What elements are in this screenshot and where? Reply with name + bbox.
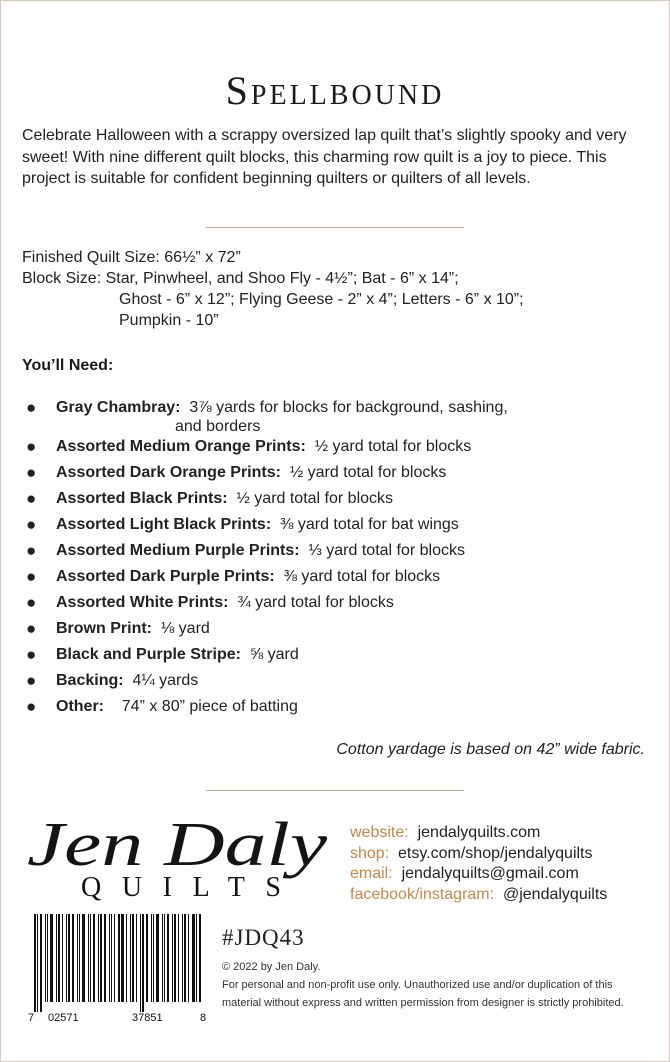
material-detail: ⅝ yard <box>249 646 299 663</box>
barcode-bar <box>146 914 148 1002</box>
barcode-bar <box>162 914 163 1002</box>
barcode-bar <box>77 914 78 1002</box>
pattern-sku: #JDQ43 <box>222 925 305 950</box>
barcode-bar <box>82 914 85 1002</box>
jen-daly-quilts-logo <box>21 801 341 911</box>
barcode-bar <box>172 914 173 1002</box>
bullet-icon: ● <box>26 541 37 560</box>
intro-paragraph: Celebrate Halloween with a scrappy oversized lap quilt that’s slightly spooky and very sweet! With nine different quilt blocks, this charming row quilt is a joy to piece. This project is suitable for confident beginning quilters or quilters of all levels. <box>22 127 627 187</box>
material-detail: 4¼ yards <box>132 672 199 689</box>
block-size-line-2: Ghost - 6” x 12”; Flying Geese - 2” x 4”; Letters - 6” x 10”; <box>119 291 524 308</box>
email-link[interactable]: jendalyquilts@gmail.com <box>401 865 579 882</box>
barcode-bar <box>151 914 152 1002</box>
bullet-icon: ● <box>26 515 37 534</box>
list-item <box>22 618 652 644</box>
barcode-bar <box>72 914 74 1002</box>
barcode-bar <box>88 914 89 1002</box>
material-detail: ½ yard total for blocks <box>314 438 472 455</box>
barcode-bar <box>121 914 124 1002</box>
barcode-bar <box>98 914 99 1002</box>
logo-script-text: Jen Daly <box>27 811 328 879</box>
barcode-bar <box>174 914 176 1002</box>
barcode-bars <box>34 914 210 1012</box>
barcode-bar <box>164 914 165 1002</box>
contact-label: shop: <box>350 844 390 862</box>
barcode-bar <box>140 914 141 1012</box>
barcode-bar <box>40 914 42 1012</box>
material-detail-cont: and borders <box>175 418 261 435</box>
barcode-bar <box>37 914 38 1012</box>
website-link[interactable]: jendalyquilts.com <box>417 824 541 841</box>
barcode-bar <box>62 914 63 1002</box>
list-item <box>22 514 652 540</box>
list-item <box>22 566 652 592</box>
barcode-bar <box>79 914 80 1002</box>
contact-block <box>350 823 607 905</box>
material-detail: ⅜ yard total for bat wings <box>280 516 459 533</box>
material-name: Assorted Medium Orange Prints: <box>56 438 306 455</box>
material-detail: ¾ yard total for blocks <box>237 594 394 611</box>
barcode-bar <box>45 914 46 1002</box>
material-name: Other: <box>56 698 104 715</box>
bullet-icon: ● <box>26 567 37 586</box>
barcode-bar <box>126 914 127 1002</box>
material-name: Assorted Black Prints: <box>56 490 228 507</box>
bullet-icon: ● <box>26 645 37 664</box>
pattern-title: Spellbound <box>225 68 445 113</box>
material-name: Backing: <box>56 672 124 689</box>
barcode-bar <box>118 914 120 1002</box>
contact-label: email: <box>350 865 393 882</box>
barcode-bar <box>66 914 67 1002</box>
list-item <box>22 670 652 696</box>
material-name: Assorted White Prints: <box>56 594 229 611</box>
barcode-bar <box>34 914 36 1012</box>
list-item <box>22 592 652 618</box>
shop-link[interactable]: etsy.com/shop/jendalyquilts <box>398 844 593 862</box>
bullet-icon: ● <box>26 489 37 508</box>
contact-label: facebook/instagram: <box>350 885 495 903</box>
materials-list <box>22 398 652 722</box>
barcode-bar <box>156 914 159 1002</box>
barcode-bar <box>109 914 110 1002</box>
list-item <box>22 696 652 722</box>
block-size-line-1: Block Size: Star, Pinwheel, and Shoo Fly - 4½”; Bat - 6” x 14”; <box>22 270 459 287</box>
block-size-line-3: Pumpkin - 10” <box>119 312 219 329</box>
barcode-digit-1: 7 <box>28 1012 35 1024</box>
material-detail: ½ yard total for blocks <box>289 464 447 481</box>
barcode-bar <box>199 914 201 1002</box>
barcode-bar <box>136 914 137 1002</box>
quilt-specs <box>22 247 524 331</box>
material-detail: 74” x 80” piece of batting <box>112 698 298 715</box>
barcode-bar <box>182 914 183 1002</box>
material-detail: ⅛ yard <box>160 620 210 637</box>
material-name: Gray Chambray: <box>56 399 181 416</box>
list-item <box>22 462 652 488</box>
barcode-bar <box>130 914 131 1002</box>
barcode-bar <box>178 914 179 1002</box>
needs-heading: You’ll Need: <box>22 357 114 374</box>
barcode-bar <box>47 914 48 1002</box>
list-item <box>22 488 652 514</box>
bullet-icon: ● <box>26 398 37 417</box>
barcode-bar <box>56 914 57 1002</box>
bullet-icon: ● <box>26 697 37 716</box>
bullet-icon: ● <box>26 619 37 638</box>
barcode-bar <box>153 914 154 1002</box>
copyright: © 2022 by Jen Daly. <box>222 961 321 973</box>
contact-website <box>350 823 607 844</box>
material-name: Black and Purple Stripe: <box>56 646 241 663</box>
material-name: Assorted Light Black Prints: <box>56 516 272 533</box>
barcode-bar <box>167 914 169 1002</box>
bullet-icon: ● <box>26 671 37 690</box>
bullet-icon: ● <box>26 593 37 612</box>
barcode-digit-3: 37851 <box>132 1012 163 1024</box>
barcode <box>28 914 210 1024</box>
barcode-digit-4: 8 <box>200 1012 207 1024</box>
bullet-icon: ● <box>26 437 37 456</box>
barcode-bar <box>93 914 95 1002</box>
material-detail: ½ yard total for blocks <box>236 490 394 507</box>
material-detail: ⅜ yard total for blocks <box>283 568 441 585</box>
barcode-bar <box>132 914 134 1002</box>
yardage-note: Cotton yardage is based on 42” wide fabric. <box>336 741 645 758</box>
barcode-bar <box>58 914 60 1002</box>
divider-top <box>206 227 464 228</box>
list-item <box>22 436 652 462</box>
material-name: Assorted Dark Orange Prints: <box>56 464 281 481</box>
material-detail: ⅓ yard total for blocks <box>308 542 465 559</box>
barcode-digits <box>28 1012 218 1024</box>
finished-size: Finished Quilt Size: 66½” x 72” <box>22 249 241 266</box>
barcode-digit-2: 02571 <box>48 1012 79 1024</box>
barcode-bar <box>188 914 189 1002</box>
material-name: Assorted Dark Purple Prints: <box>56 568 275 585</box>
barcode-bar <box>104 914 106 1002</box>
barcode-bar <box>50 914 53 1002</box>
material-name: Assorted Medium Purple Prints: <box>56 542 300 559</box>
barcode-bar <box>184 914 186 1002</box>
contact-label: website: <box>350 824 409 841</box>
list-item <box>22 398 652 436</box>
list-item <box>22 540 652 566</box>
bullet-icon: ● <box>26 463 37 482</box>
barcode-bar <box>142 914 144 1012</box>
social-link[interactable]: @jendalyquilts <box>502 885 608 903</box>
list-item <box>22 644 652 670</box>
barcode-bar <box>196 914 197 1002</box>
contact-shop <box>350 844 607 865</box>
legal-notice: For personal and non-profit use only. Unauthorized use and/or duplication of this material without express and written permission from designer is strictly prohibited. <box>222 979 624 1009</box>
barcode-bar <box>68 914 70 1002</box>
barcode-bar <box>114 914 115 1002</box>
logo-sub-text: QUILTS <box>81 872 281 903</box>
barcode-bar <box>111 914 112 1002</box>
divider-bottom <box>206 790 464 791</box>
material-detail: 3⅞ yards for blocks for background, sashing, <box>189 399 508 416</box>
contact-email <box>350 864 607 885</box>
barcode-bar <box>192 914 195 1002</box>
barcode-bar <box>100 914 102 1002</box>
material-name: Brown Print: <box>56 620 152 637</box>
barcode-bar <box>90 914 91 1002</box>
contact-social <box>350 885 607 906</box>
